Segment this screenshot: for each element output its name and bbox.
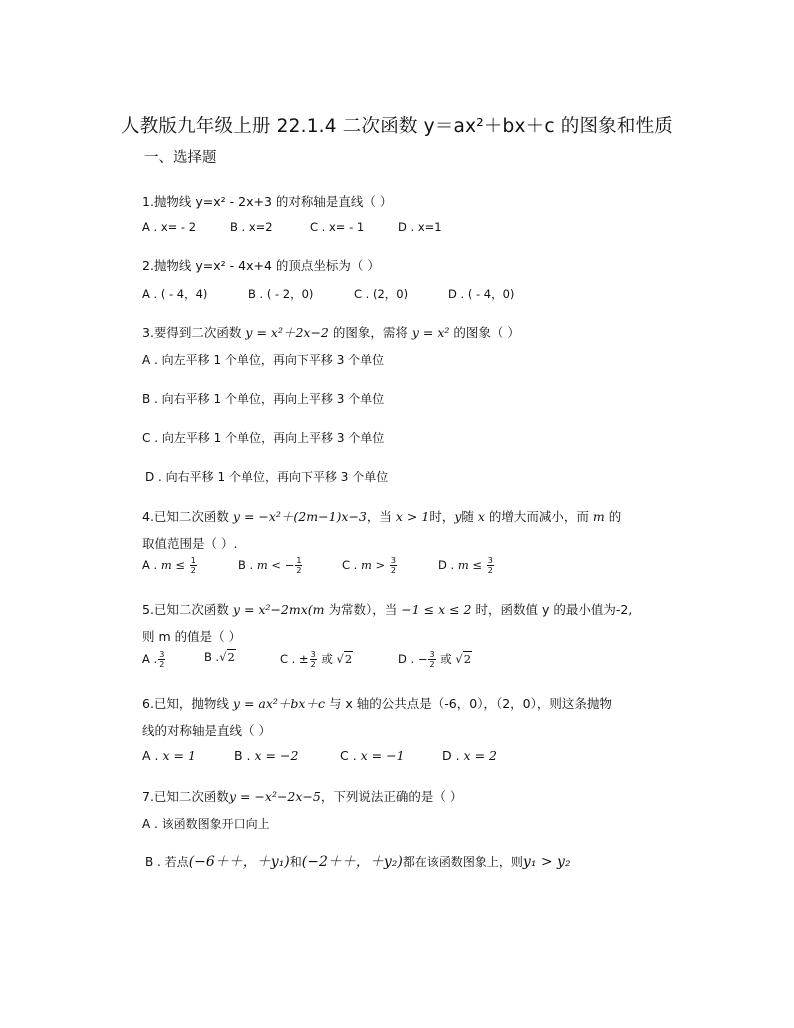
- q4-d-den: 2: [487, 566, 493, 575]
- q7-stem-text-1: 7.已知二次函数: [142, 789, 229, 804]
- q6-option-b: [234, 748, 298, 763]
- question-5-stem: [142, 600, 632, 618]
- q7-option-b: [145, 851, 571, 871]
- q4-var-m: m: [592, 509, 605, 524]
- question-7-stem: [142, 787, 462, 805]
- q5-a-fraction: [158, 650, 165, 669]
- q4-c-den: 2: [390, 566, 396, 575]
- q4-d-num: 3: [487, 556, 493, 565]
- q4-d-fraction: [487, 556, 494, 575]
- q3-stem-text-2: 的图象，需将: [328, 325, 412, 340]
- q6-a-expr: x = 1: [162, 748, 196, 763]
- q4-var-y: y: [454, 509, 462, 524]
- q4-a-fraction: [190, 556, 197, 575]
- q7-b-text-3: 都在该函数图象上，则: [402, 855, 523, 869]
- q2-option-d: D . ( - 4，0): [448, 287, 515, 301]
- q5-d-den: 2: [429, 660, 435, 669]
- q2-option-c: C . (2，0): [354, 287, 409, 301]
- document-title: 人教版九年级上册 22.1.4 二次函数 y＝ax²＋bx＋c 的图象和性质: [121, 116, 673, 137]
- q3-option-b: B . 向右平移 1 个单位，再向上平移 3 个单位: [142, 392, 385, 406]
- q4-stem-text-6: 的: [604, 509, 622, 524]
- q7-b-point-2: (−2＋＋，＋y₂): [301, 854, 403, 870]
- q6-a-label: A .: [142, 748, 163, 763]
- q5-stem-line2: 则 m 的值是（ ）: [142, 629, 242, 644]
- q1-option-c: C . x= - 1: [310, 220, 365, 234]
- q5-d-label: D . −: [398, 652, 428, 666]
- q4-var-x: x: [477, 509, 485, 524]
- q5-c-sqrt: √2: [336, 652, 353, 666]
- q6-option-c: [340, 748, 405, 763]
- q4-stem-text-2: ，当: [366, 509, 396, 524]
- q2-option-b: B . ( - 2，0): [248, 287, 314, 301]
- q4-stem-text-3: 时，: [429, 509, 455, 524]
- q5-a-label: A .: [142, 652, 158, 666]
- q4-a-expr: m ≤: [160, 558, 186, 572]
- q5-d-fraction: [428, 650, 435, 669]
- q5-c-den: 2: [310, 660, 316, 669]
- q7-b-text-2: 和: [289, 855, 302, 869]
- question-3-stem: [142, 323, 520, 341]
- q4-c-num: 3: [390, 556, 396, 565]
- q6-b-expr: x = −2: [254, 748, 299, 763]
- q4-option-b: [238, 556, 303, 575]
- q3-option-d: D . 向右平移 1 个单位，再向下平移 3 个单位: [145, 470, 389, 484]
- q7-b-inequality: y₁ > y₂: [522, 854, 571, 870]
- q4-b-sign: −: [284, 558, 295, 572]
- q4-stem-text-1: 4.已知二次函数: [142, 509, 233, 524]
- q3-stem-text-1: 3.要得到二次函数: [142, 325, 246, 340]
- question-4-stem: [142, 507, 621, 525]
- q4-option-d: [438, 556, 495, 575]
- q5-interval: −1 ≤ x ≤ 2: [401, 602, 472, 617]
- q4-d-label: D .: [438, 558, 458, 572]
- q4-a-label: A .: [142, 558, 161, 572]
- q3-option-c: C . 向左平移 1 个单位，再向上平移 3 个单位: [142, 431, 385, 445]
- q5-stem-text-3: 时，函数值 y 的最小值为-2,: [471, 602, 633, 617]
- q4-d-expr: m ≤: [457, 558, 483, 572]
- q5-option-a: [142, 650, 166, 669]
- q5-option-d: [398, 650, 472, 669]
- q7-function: y = −x²−2x−5: [228, 789, 321, 804]
- q5-d-sqrt: √2: [455, 652, 472, 666]
- q3-target-function: y = x²＋2x−2: [245, 325, 329, 340]
- q5-option-c: [280, 650, 353, 669]
- q6-stem-text-2: 与 x 轴的公共点是（-6，0），（2，0），则这条抛物: [324, 696, 612, 711]
- q7-stem-text-2: ，下列说法正确的是（ ）: [320, 789, 463, 804]
- q4-a-num: 1: [190, 556, 196, 565]
- q4-option-c: [342, 556, 398, 575]
- q6-stem-text-1: 6.已知，抛物线: [142, 696, 233, 711]
- q5-b-sqrt: √2: [219, 650, 235, 664]
- q5-function: y = x²−2mx(m: [232, 602, 325, 617]
- q6-b-label: B .: [234, 748, 255, 763]
- q4-c-fraction: [390, 556, 397, 575]
- q4-a-den: 2: [190, 566, 196, 575]
- question-6-stem: [142, 694, 612, 712]
- q5-a-num: 3: [159, 650, 165, 659]
- q1-option-b: B . x=2: [230, 220, 273, 234]
- q5-c-label: C . ±: [280, 652, 309, 666]
- q1-option-a: A . x= - 2: [142, 220, 197, 234]
- q6-stem-line2: 线的对称轴是直线（ ）: [142, 723, 271, 738]
- q5-b-radicand: 2: [227, 650, 235, 664]
- q4-b-fraction: [295, 556, 302, 575]
- q4-b-num: 1: [296, 556, 302, 565]
- q4-b-den: 2: [296, 566, 302, 575]
- question-1-stem: 1.抛物线 y=x² - 2x+3 的对称轴是直线（ ）: [142, 194, 393, 209]
- q4-c-expr: m >: [361, 558, 386, 572]
- q6-d-expr: x = 2: [463, 748, 497, 763]
- q6-c-label: C .: [340, 748, 361, 763]
- q6-function: y = ax²＋bx＋c: [232, 696, 325, 711]
- q7-b-point-1: (−6＋＋，＋y₁): [188, 854, 290, 870]
- q6-option-d: [442, 748, 497, 763]
- q6-c-expr: x = −1: [360, 748, 405, 763]
- q5-stem-text-1: 5.已知二次函数: [142, 602, 233, 617]
- q7-option-a: A . 该函数图象开口向上: [142, 817, 270, 831]
- q5-d-radicand: 2: [463, 652, 472, 666]
- q5-c-fraction: [310, 650, 317, 669]
- q4-condition: x > 1: [395, 509, 430, 524]
- q4-stem-text-4: 随: [461, 509, 478, 524]
- q7-b-text-1: B . 若点: [145, 855, 189, 869]
- q4-b-expr: m <: [256, 558, 282, 572]
- q5-option-b: [204, 650, 236, 664]
- q6-d-label: D .: [442, 748, 464, 763]
- q1-option-d: D . x=1: [398, 220, 442, 234]
- q4-function: y = −x²＋(2m−1)x−3: [232, 509, 367, 524]
- q5-d-or: 或: [436, 652, 456, 666]
- q4-stem-line2: 取值范围是（ ）.: [142, 536, 238, 551]
- q5-c-or: 或: [317, 652, 337, 666]
- q4-option-a: [142, 556, 198, 575]
- q4-stem-text-5: 的增大而减小，而: [484, 509, 593, 524]
- section-heading: 一、选择题: [144, 150, 217, 166]
- q5-d-num: 3: [429, 650, 435, 659]
- q5-b-label: B .: [204, 650, 220, 664]
- q3-stem-text-3: 的图象（ ）: [449, 325, 520, 340]
- q3-option-a: A . 向左平移 1 个单位，再向下平移 3 个单位: [142, 353, 385, 367]
- q5-a-den: 2: [159, 660, 165, 669]
- question-2-stem: 2.抛物线 y=x² - 4x+4 的顶点坐标为（ ）: [142, 258, 380, 273]
- q3-base-function: y = x²: [411, 325, 450, 340]
- q5-c-num: 3: [310, 650, 316, 659]
- q5-c-radicand: 2: [344, 652, 353, 666]
- q4-b-label: B .: [238, 558, 257, 572]
- q6-option-a: [142, 748, 196, 763]
- q2-option-a: A . ( - 4，4): [142, 287, 208, 301]
- q4-c-label: C .: [342, 558, 361, 572]
- q5-stem-text-2: 为常数），当: [324, 602, 402, 617]
